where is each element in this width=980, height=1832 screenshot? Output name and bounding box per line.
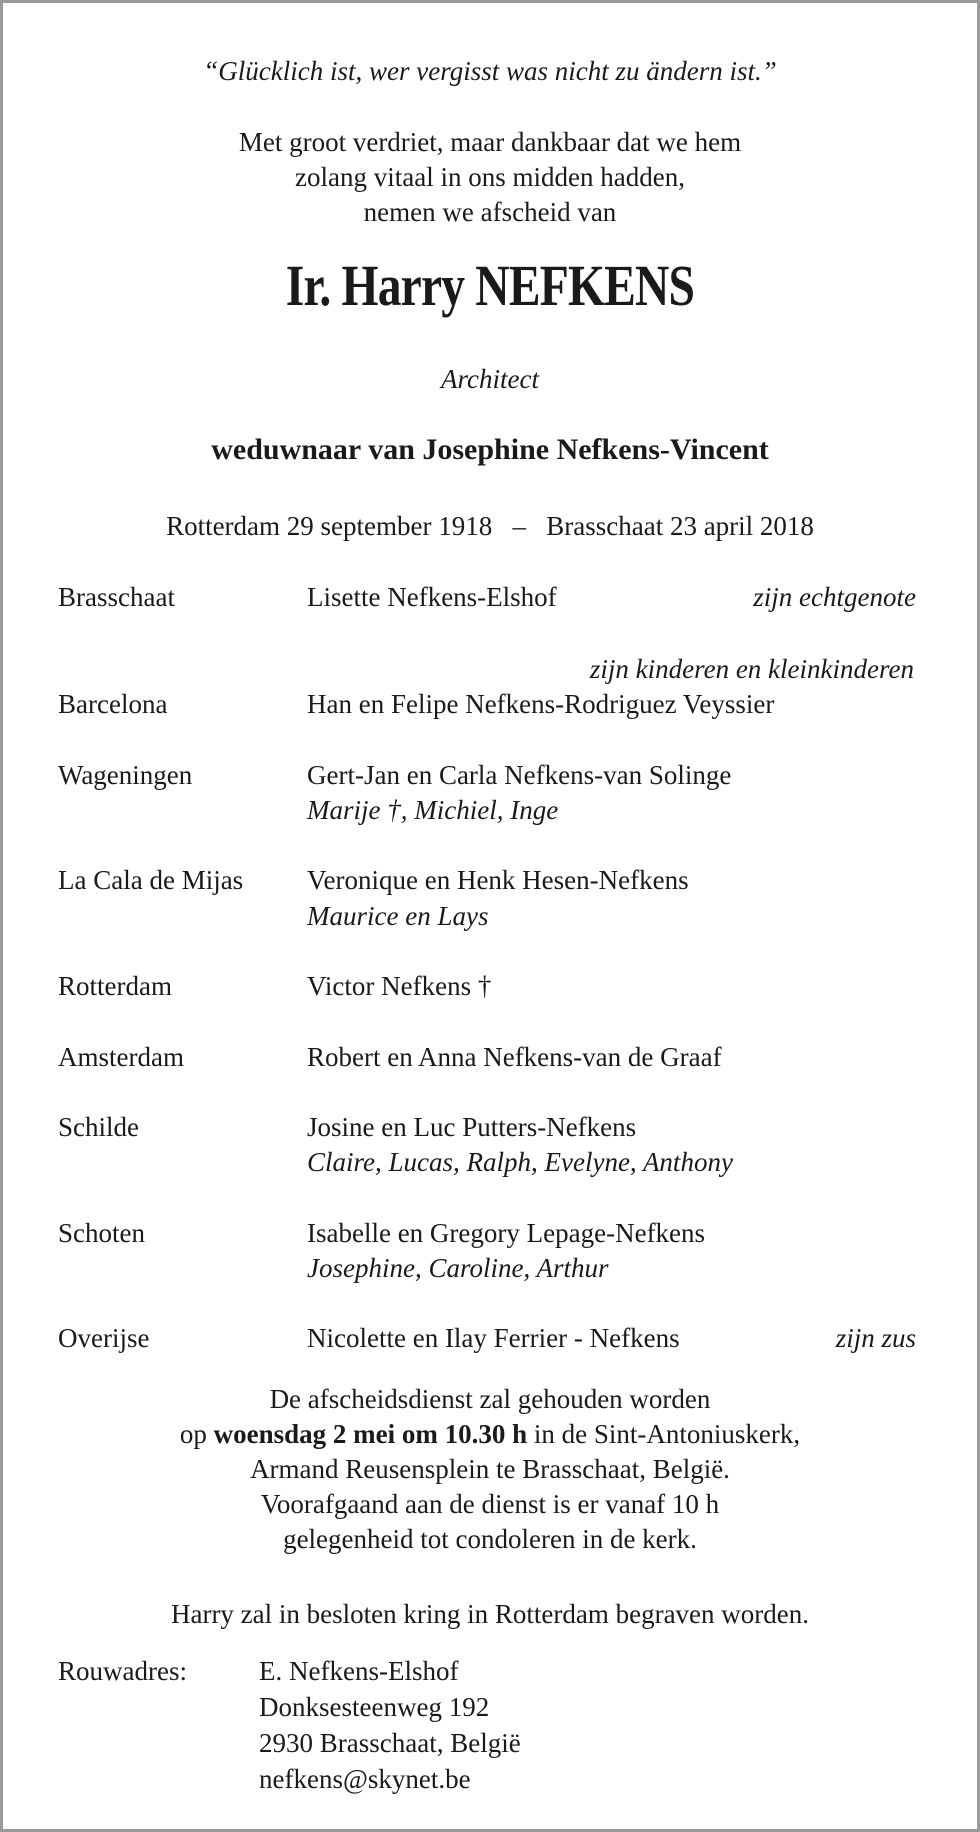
family-name: Lisette Nefkens-Elshof: [307, 582, 557, 612]
grandchildren: Marije †, Michiel, Inge: [307, 795, 559, 825]
family-name: Robert en Anna Nefkens-van de Graaf: [307, 1042, 722, 1072]
dates: Rotterdam 29 september 1918 – Brasschaat 23 april 2018: [166, 511, 814, 541]
deceased-name: Ir. Harry NEFKENS: [285, 253, 695, 318]
address-line: 2930 Brasschaat, België: [259, 1728, 521, 1758]
grandchildren: Claire, Lucas, Ralph, Evelyne, Anthony: [307, 1147, 733, 1177]
family-name: Han en Felipe Nefkens-Rodriguez Veyssier: [307, 689, 775, 719]
service-location: in de Sint-Antoniuskerk,: [527, 1419, 801, 1449]
service-prefix: op: [179, 1419, 214, 1449]
family-name: Veronique en Henk Hesen-Nefkens: [307, 865, 689, 895]
quote: “Glücklich ist, wer vergisst was nicht zu ändern ist.”: [203, 56, 777, 86]
place: Schilde: [58, 1112, 139, 1142]
place: Barcelona: [58, 689, 168, 719]
address-label: Rouwadres:: [58, 1656, 187, 1686]
place: Brasschaat: [58, 582, 175, 612]
service-line: Armand Reusensplein te Brasschaat, België.: [250, 1454, 730, 1484]
service-line: gelegenheid tot condoleren in de kerk.: [283, 1524, 697, 1554]
children-heading: zijn kinderen en kleinkinderen: [589, 654, 914, 684]
place: Wageningen: [58, 760, 193, 790]
place: Amsterdam: [58, 1042, 184, 1072]
grandchildren: Josephine, Caroline, Arthur: [307, 1253, 609, 1283]
intro-line: zolang vitaal in ons midden hadden,: [295, 162, 685, 192]
intro-line: nemen we afscheid van: [363, 197, 617, 227]
service-line: De afscheidsdienst zal gehouden worden: [269, 1384, 711, 1414]
burial-note: Harry zal in besloten kring in Rotterdam begraven worden.: [170, 1599, 810, 1629]
place: Schoten: [58, 1218, 145, 1248]
profession: Architect: [441, 364, 539, 394]
place: Rotterdam: [58, 971, 172, 1001]
place: La Cala de Mijas: [58, 865, 244, 895]
address-line: Donksesteenweg 192: [259, 1692, 490, 1722]
address-email[interactable]: nefkens@skynet.be: [259, 1764, 471, 1794]
family-name: Isabelle en Gregory Lepage-Nefkens: [307, 1218, 706, 1248]
service-line: [0, 1417, 980, 1451]
family-name: Nicolette en Ilay Ferrier - Nefkens: [307, 1323, 680, 1353]
service-line: Voorafgaand aan de dienst is er vanaf 10 h: [260, 1489, 720, 1519]
service-date: woensdag 2 mei om 10.30 h: [213, 1419, 528, 1449]
family-name: Josine en Luc Putters-Nefkens: [307, 1112, 637, 1142]
intro-line: Met groot verdriet, maar dankbaar dat we hem: [238, 127, 742, 157]
widower-line: weduwnaar van Josephine Nefkens-Vincent: [211, 433, 769, 466]
address-line: E. Nefkens-Elshof: [259, 1656, 459, 1686]
relation: zijn echtgenote: [753, 582, 916, 612]
family-name: Victor Nefkens †: [307, 971, 492, 1001]
grandchildren: Maurice en Lays: [307, 901, 489, 931]
place: Overijse: [58, 1323, 150, 1353]
relation: zijn zus: [835, 1323, 916, 1353]
family-name: Gert-Jan en Carla Nefkens-van Solinge: [307, 760, 732, 790]
